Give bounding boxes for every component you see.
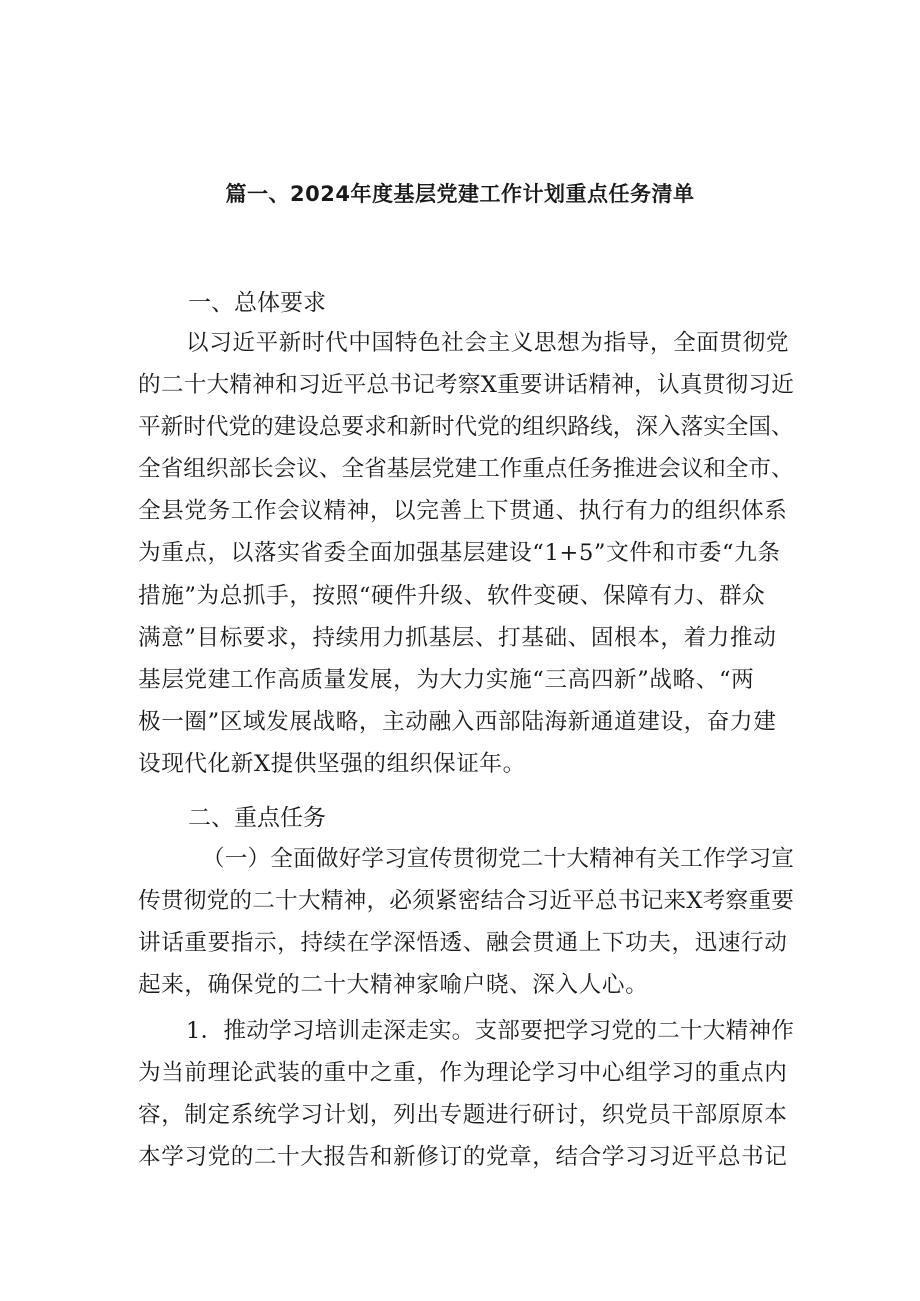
text-line: 本学习党的二十大报告和新修订的党章，结合学习习近平总书记 [138, 1144, 788, 1171]
document-title: 篇一、2024年度基层党建工作计划重点任务清单 [225, 182, 695, 206]
text-line: 1．推动学习培训走深走实。支部要把学习党的二十大精神作 [186, 1018, 795, 1044]
text-line: 容，制定系统学习计划，列出专题进行研讨，织党员干部原原本 [138, 1102, 788, 1129]
text-line: 满意”目标要求，持续用力抓基层、打基础、固根本，着力推动 [138, 624, 777, 651]
text-line: 起来，确保党的二十大精神家喻户晓、深入人心。 [138, 972, 649, 999]
text-line: 传贯彻党的二十大精神，必须紧密结合习近平总书记来X考察重要 [138, 888, 795, 915]
section-heading-overall-requirements: 一、总体要求 [188, 290, 326, 316]
text-line: 设现代化新X提供坚强的组织保证年。 [138, 750, 526, 777]
text-line: 平新时代党的建设总要求和新时代党的组织路线，深入落实全国、 [138, 414, 794, 441]
text-line: 为重点，以落实省委全面加强基层建设“1+5”文件和市委“九条 [138, 540, 781, 567]
text-line: 全省组织部长会议、全省基层党建工作重点任务推进会议和全市、 [138, 456, 794, 483]
text-line: （一）全面做好学习宣传贯彻党二十大精神有关工作学习宣 [202, 846, 795, 872]
text-line: 基层党建工作高质量发展，为大力实施“三高四新”战略、“两 [138, 666, 755, 693]
paragraph-overall-requirements [138, 322, 794, 785]
text-line: 的二十大精神和习近平总书记考察X重要讲话精神，认真贯彻习近 [138, 372, 795, 399]
section-heading-key-tasks: 二、重点任务 [188, 805, 326, 831]
text-line: 极一圈”区域发展战略，主动融入西部陆海新通道建设，奋力建 [138, 708, 777, 735]
text-line: 措施”为总抓手，按照“硬件升级、软件变硬、保障有力、群众 [138, 582, 766, 609]
text-line: 讲话重要指示，持续在学深悟透、融会贯通上下功夫，迅速行动 [138, 930, 788, 957]
text-line: 以习近平新时代中国特色社会主义思想为指导，全面贯彻党 [186, 330, 790, 356]
text-line: 为当前理论武装的重中之重，作为理论学习中心组学习的重点内 [138, 1060, 788, 1087]
paragraph-item-one [138, 1010, 794, 1178]
text-line: 全县党务工作会议精神，以完善上下贯通、执行有力的组织体系 [138, 498, 788, 525]
paragraph-subsection-one [138, 838, 794, 1006]
